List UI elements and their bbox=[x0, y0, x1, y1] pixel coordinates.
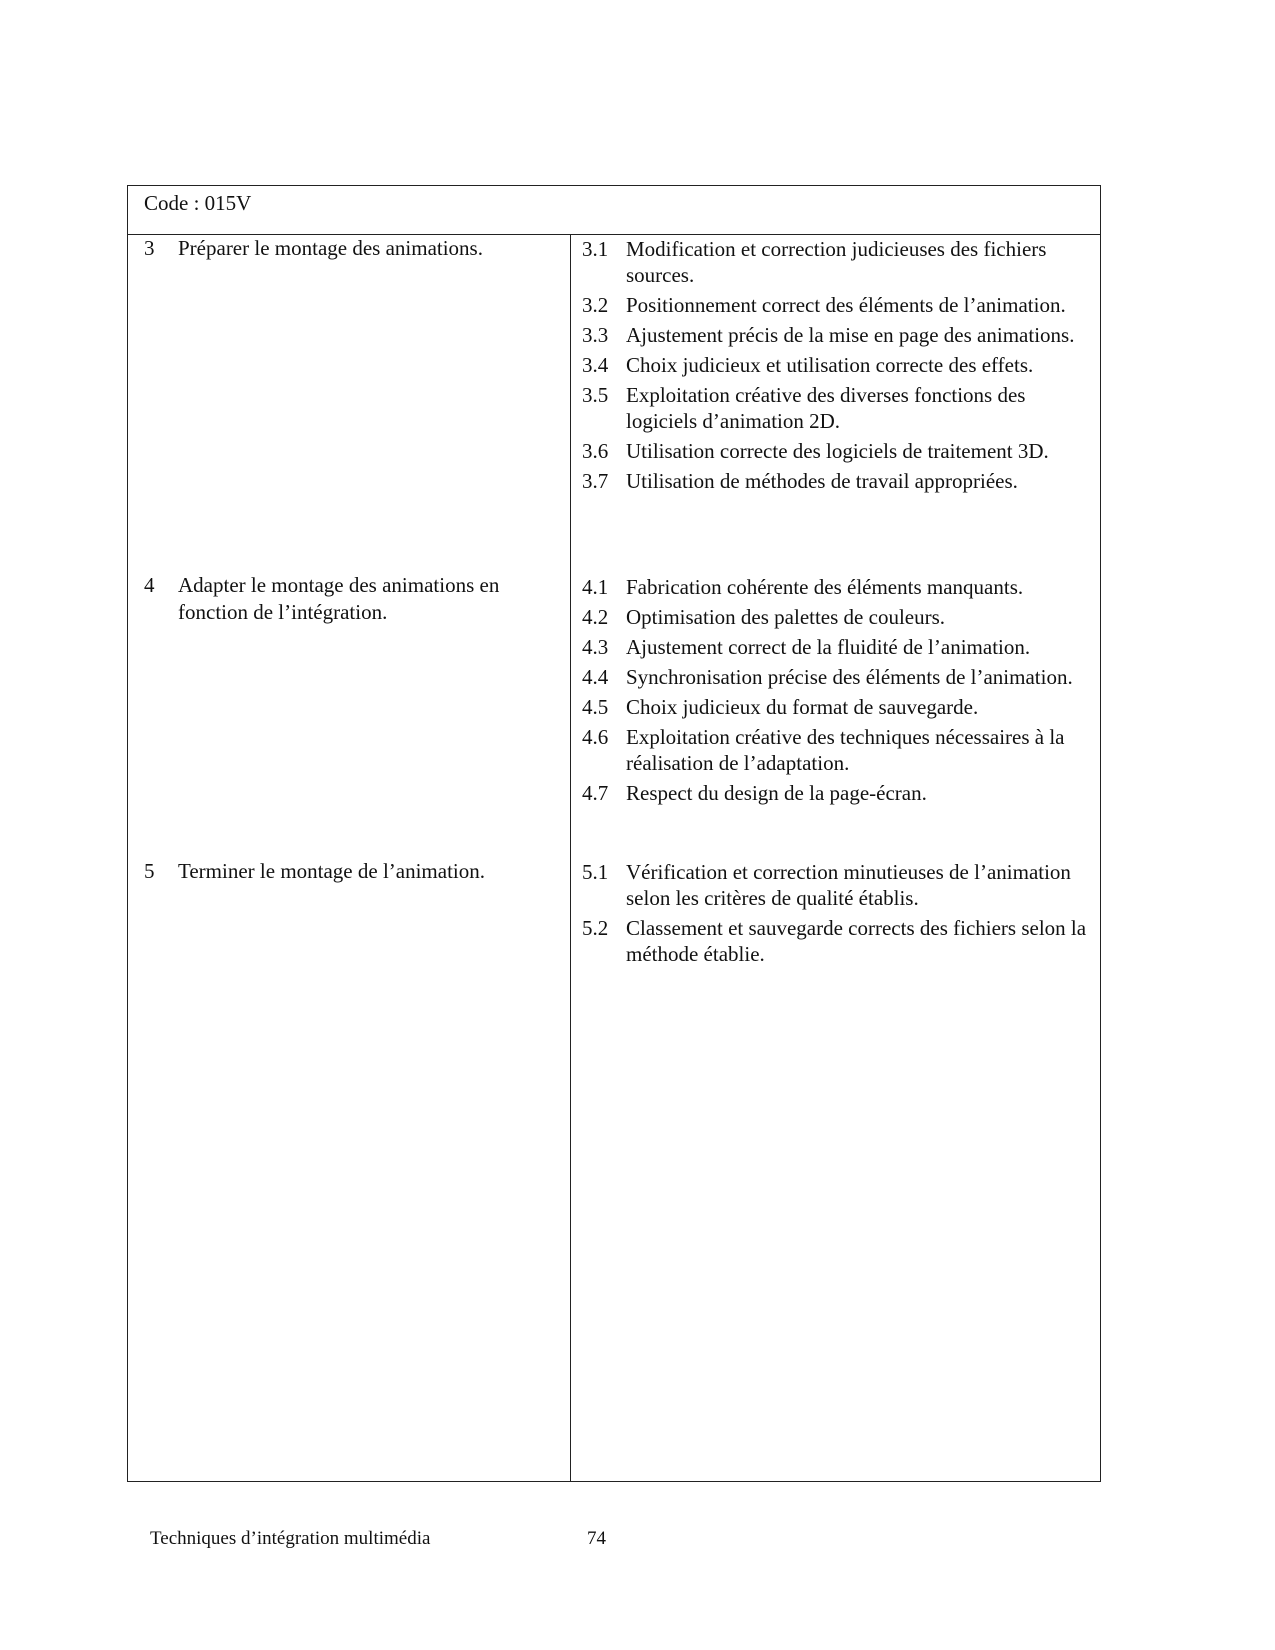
criterion-text: Ajustement correct de la fluidité de l’animation. bbox=[626, 635, 1031, 659]
criterion-item bbox=[582, 382, 1094, 434]
criterion-text: Vérification et correction minutieuses de l’animation selon les critères de qualité établis. bbox=[626, 860, 1071, 910]
element-number: 3 bbox=[144, 236, 155, 260]
criterion-item bbox=[582, 859, 1094, 911]
criterion-number: 3.4 bbox=[582, 353, 609, 377]
criterion-number: 4.5 bbox=[582, 695, 609, 719]
criteria-group-5 bbox=[582, 859, 1094, 971]
criterion-item bbox=[582, 634, 1094, 660]
element-text: Préparer le montage des animations. bbox=[178, 236, 483, 260]
element-text: Adapter le montage des animations en fonction de l’intégration. bbox=[178, 573, 500, 624]
criterion-text: Exploitation créative des techniques nécessaires à la réalisation de l’adaptation. bbox=[626, 725, 1065, 775]
criterion-item bbox=[582, 236, 1094, 288]
criterion-item bbox=[582, 780, 1094, 806]
criterion-text: Positionnement correct des éléments de l’animation. bbox=[626, 293, 1066, 317]
criterion-number: 3.2 bbox=[582, 293, 609, 317]
criterion-text: Utilisation de méthodes de travail appropriées. bbox=[626, 469, 1018, 493]
criterion-item bbox=[582, 352, 1094, 378]
criterion-number: 3.7 bbox=[582, 469, 609, 493]
criterion-item bbox=[582, 664, 1094, 690]
criterion-item bbox=[582, 468, 1094, 494]
criterion-item bbox=[582, 292, 1094, 318]
element-text: Terminer le montage de l’animation. bbox=[178, 859, 486, 883]
criterion-number: 4.3 bbox=[582, 635, 609, 659]
criterion-text: Choix judicieux du format de sauvegarde. bbox=[626, 695, 979, 719]
criteria-column bbox=[571, 235, 1101, 1482]
criterion-number: 4.2 bbox=[582, 605, 609, 629]
criterion-text: Ajustement précis de la mise en page des animations. bbox=[626, 323, 1075, 347]
criterion-text: Optimisation des palettes de couleurs. bbox=[626, 605, 946, 629]
elements-column bbox=[128, 235, 570, 1482]
criterion-number: 5.1 bbox=[582, 860, 609, 884]
criterion-item bbox=[582, 724, 1094, 776]
criterion-item bbox=[582, 694, 1094, 720]
element-number: 4 bbox=[144, 573, 155, 597]
criterion-number: 3.6 bbox=[582, 439, 609, 463]
criterion-text: Choix judicieux et utilisation correcte des effets. bbox=[626, 353, 1034, 377]
footer-program-title: Techniques d’intégration multimédia bbox=[150, 1528, 431, 1549]
criterion-number: 4.4 bbox=[582, 665, 609, 689]
criterion-number: 3.3 bbox=[582, 323, 609, 347]
criterion-number: 3.5 bbox=[582, 383, 609, 407]
criterion-text: Respect du design de la page-écran. bbox=[626, 781, 927, 805]
criterion-number: 4.1 bbox=[582, 575, 609, 599]
competency-table bbox=[127, 185, 1101, 1482]
criterion-item bbox=[582, 322, 1094, 348]
criterion-number: 3.1 bbox=[582, 237, 609, 261]
element-5 bbox=[144, 858, 554, 885]
criterion-text: Synchronisation précise des éléments de l’animation. bbox=[626, 665, 1073, 689]
criterion-item bbox=[582, 574, 1094, 600]
criterion-text: Classement et sauvegarde corrects des fichiers selon la méthode établie. bbox=[626, 916, 1087, 966]
criterion-text: Fabrication cohérente des éléments manquants. bbox=[626, 575, 1024, 599]
criteria-group-4 bbox=[582, 574, 1094, 810]
criterion-text: Exploitation créative des diverses fonctions des logiciels d’animation 2D. bbox=[626, 383, 1026, 433]
element-number: 5 bbox=[144, 859, 155, 883]
criterion-text: Modification et correction judicieuses des fichiers sources. bbox=[626, 237, 1047, 287]
criterion-number: 5.2 bbox=[582, 916, 609, 940]
element-4 bbox=[144, 572, 554, 626]
competency-code: Code : 015V bbox=[144, 191, 252, 215]
code-row bbox=[128, 186, 1100, 235]
criterion-number: 4.7 bbox=[582, 781, 609, 805]
criterion-number: 4.6 bbox=[582, 725, 609, 749]
criterion-item bbox=[582, 604, 1094, 630]
criterion-text: Utilisation correcte des logiciels de traitement 3D. bbox=[626, 439, 1049, 463]
footer-page-number: 74 bbox=[587, 1528, 606, 1549]
criterion-item bbox=[582, 915, 1094, 967]
element-3 bbox=[144, 235, 554, 262]
criterion-item bbox=[582, 438, 1094, 464]
criteria-group-3 bbox=[582, 236, 1094, 498]
